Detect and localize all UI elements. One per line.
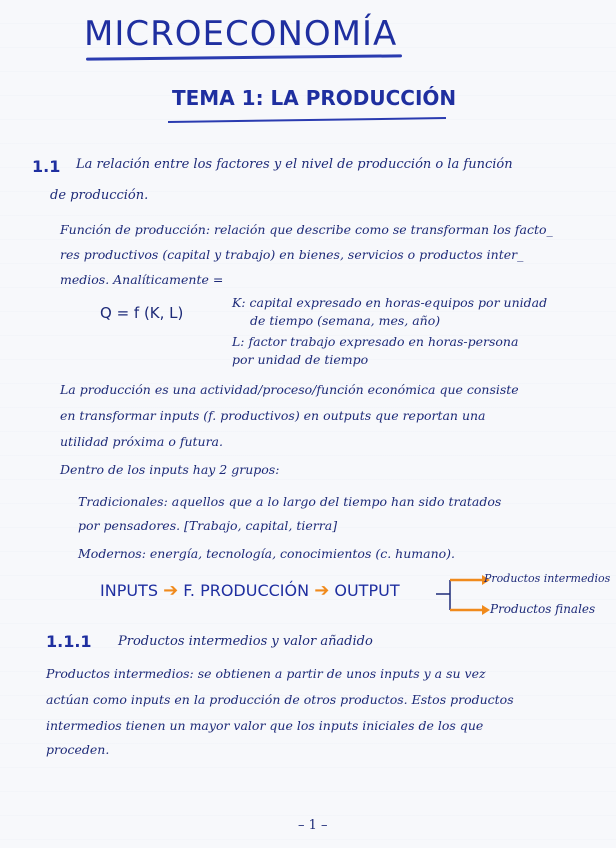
- flow-output-label: OUTPUT: [334, 581, 400, 600]
- formula-l-line1: L: factor trabajo expresado en horas-persona: [232, 334, 519, 349]
- topic-subtitle: TEMA 1: LA PRODUCCIÓN: [172, 86, 457, 110]
- section-heading-line1: La relación entre los factores y el nivel de producción o la función: [76, 157, 513, 172]
- inputs-modern: Modernos: energía, tecnología, conocimientos (c. humano).: [78, 546, 456, 561]
- production-function-formula: Q = f (K, L): [100, 304, 184, 322]
- branch-intermediate-products: Productos intermedios: [484, 572, 611, 585]
- inputs-traditional-line1: Tradicionales: aquellos que a lo largo del tiempo han sido tratados: [78, 494, 502, 509]
- section-heading-line2: de producción.: [50, 188, 149, 203]
- section-number-1-1: 1.1: [32, 157, 61, 176]
- title-underline: [86, 54, 402, 60]
- section-number-1-1-1: 1.1.1: [46, 632, 92, 651]
- production-line2: en transformar inputs (f. productivos) en outputs que reportan una: [60, 408, 486, 423]
- section-1-1-1-heading: Productos intermedios y valor añadido: [118, 634, 373, 649]
- formula-k-line2: de tiempo (semana, mes, año): [250, 313, 441, 328]
- page-title: MICROECONOMÍA: [84, 14, 398, 54]
- orange-arrow-icon: ➔: [163, 580, 179, 601]
- production-flow-diagram: [100, 580, 400, 601]
- section-1-1-1-line1: Productos intermedios: se obtienen a partir de unos inputs y a su vez: [46, 666, 486, 681]
- flow-inputs-label: INPUTS: [100, 581, 158, 600]
- formula-k-line1: K: capital expresado en horas-equipos por unidad: [232, 295, 548, 310]
- branch-final-products: Productos finales: [490, 602, 596, 616]
- inputs-intro: Dentro de los inputs hay 2 grupos:: [60, 462, 280, 477]
- page-number: – 1 –: [298, 818, 328, 833]
- section-1-1-1-line4: proceden.: [46, 742, 110, 757]
- inputs-traditional-line2: por pensadores. [Trabajo, capital, tierra]: [78, 518, 338, 533]
- section-1-1-1-line3: intermedios tienen un mayor valor que los inputs iniciales de los que: [46, 718, 484, 733]
- subtitle-underline: [168, 117, 446, 123]
- flow-production-label: F. PRODUCCIÓN: [183, 581, 310, 600]
- production-line3: utilidad próxima o futura.: [60, 434, 223, 449]
- section-1-1-1-line2: actúan como inputs en la producción de otros productos. Estos productos: [46, 692, 514, 707]
- definition-line1: Función de producción: relación que describe como se transforman los facto_: [60, 222, 553, 237]
- definition-line2: res productivos (capital y trabajo) en bienes, servicios o productos inter_: [60, 247, 524, 262]
- orange-arrow-icon: ➔: [314, 580, 330, 601]
- definition-line3: medios. Analíticamente =: [60, 272, 224, 287]
- formula-l-line2: por unidad de tiempo: [232, 352, 369, 367]
- production-line1: La producción es una actividad/proceso/función económica que consiste: [60, 382, 519, 397]
